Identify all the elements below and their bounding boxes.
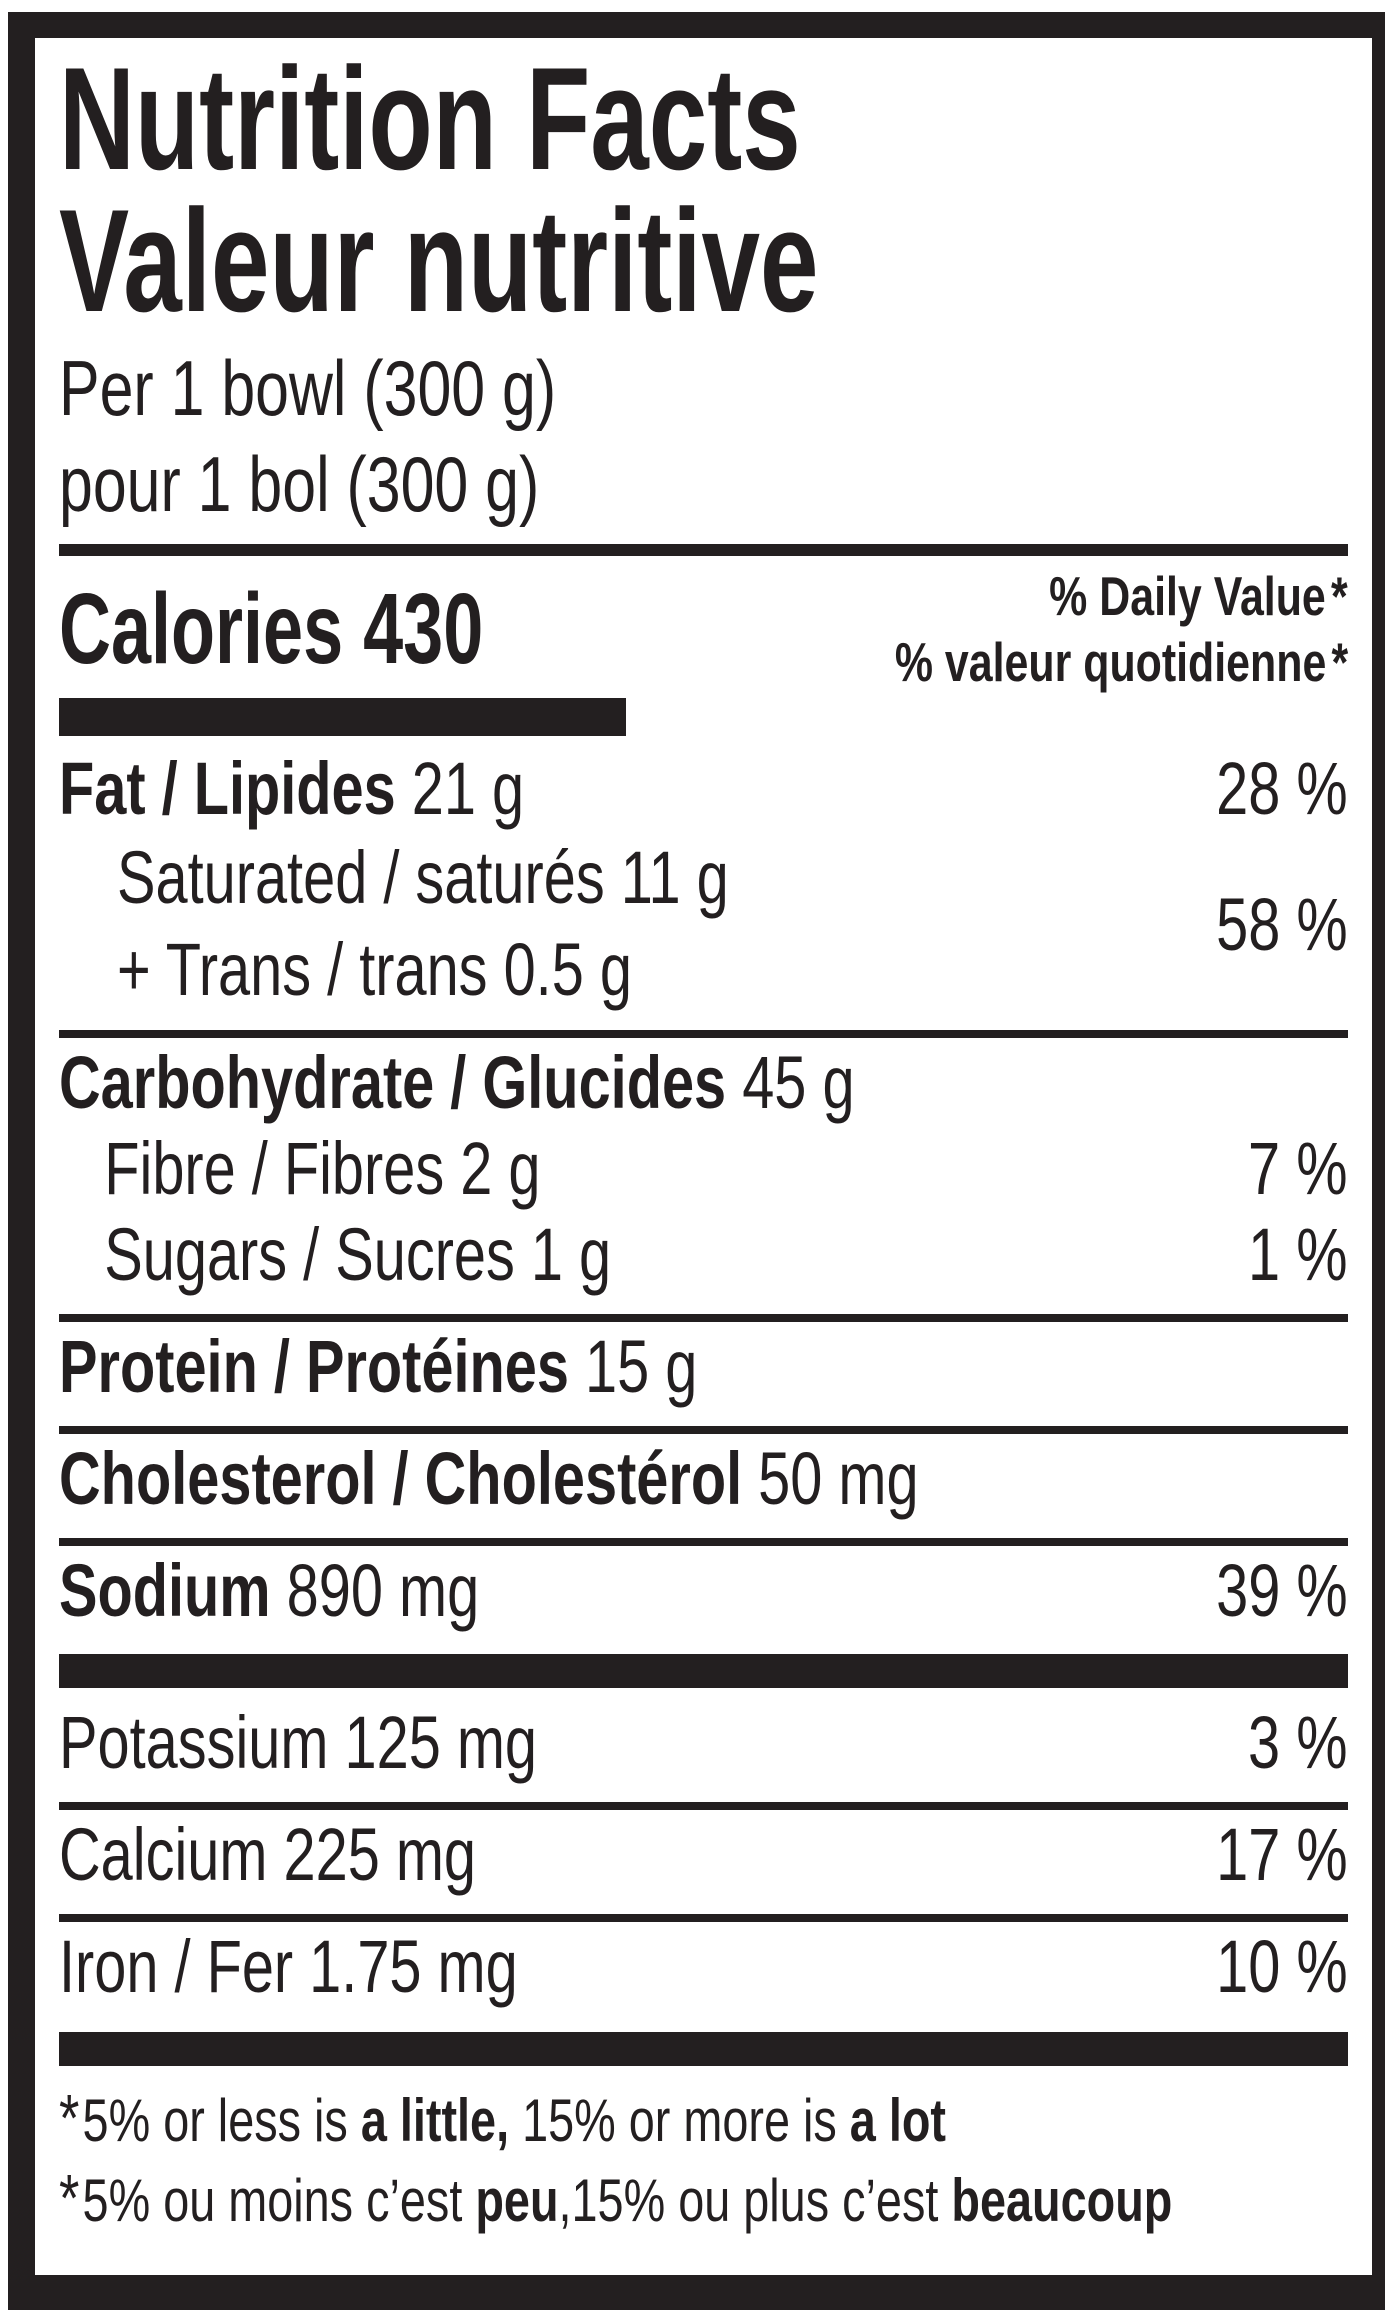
fat-label-bold: Fat / Lipides: [59, 747, 396, 830]
footnote-en-bold1: a little,: [360, 2087, 510, 2154]
nutrient-row-fat: [59, 746, 1348, 832]
fibre-daily-value: 7 %: [1248, 1127, 1348, 1210]
saturated-trans-daily-value: 58 %: [1216, 882, 1348, 966]
saturated-line: [117, 832, 901, 924]
thick-bar-after-sodium: [59, 1654, 1348, 1688]
nutrient-row-potassium: [59, 1700, 1348, 1786]
footnote-fr-asterisk: *: [59, 2161, 80, 2236]
daily-value-header: [767, 563, 1348, 695]
divider-after-calcium: [59, 1914, 1348, 1922]
daily-value-en-text: % Daily Value: [1049, 565, 1327, 627]
sugars-label: Sugars / Sucres 1 g: [104, 1213, 612, 1296]
footnote-en-text: [59, 2080, 946, 2160]
daily-value-en-line: [767, 563, 1348, 629]
cholesterol-amount: 50 mg: [742, 1437, 919, 1520]
protein-label: [59, 1324, 697, 1410]
footnote-en-asterisk: *: [59, 2081, 80, 2156]
serving-size-en: Per 1 bowl (300 g): [59, 344, 557, 432]
footnote-fr-seg2: ,15% ou plus c’est: [558, 2167, 952, 2234]
divider-after-cholesterol: [59, 1538, 1348, 1546]
divider-after-fat: [59, 1030, 1348, 1038]
footnote-fr-text: [59, 2160, 1172, 2240]
fibre-label: Fibre / Fibres 2 g: [104, 1127, 541, 1210]
nutrient-row-fibre: [59, 1126, 1348, 1212]
carbohydrate-label-bold: Carbohydrate / Glucides: [59, 1041, 727, 1124]
calories-row: [59, 562, 1348, 696]
calcium-label: Calcium 225 mg: [59, 1813, 477, 1896]
divider-after-potassium: [59, 1802, 1348, 1810]
daily-value-fr-text: % valeur quotidienne: [894, 631, 1327, 693]
footnote-en: [59, 2080, 1348, 2160]
footnote-fr-bold2: beaucoup: [951, 2167, 1173, 2234]
thick-bar-before-footnote: [59, 2032, 1348, 2066]
divider-after-protein: [59, 1426, 1348, 1434]
sodium-label-bold: Sodium: [59, 1549, 271, 1632]
protein-label-bold: Protein / Protéines: [59, 1325, 569, 1408]
nutrient-row-cholesterol: [59, 1436, 1348, 1522]
nutrient-row-iron: [59, 1924, 1348, 2010]
calories-underline-bar: [59, 698, 626, 736]
cholesterol-label-bold: Cholesterol / Cholestérol: [59, 1437, 743, 1520]
saturated-label: Saturated / saturés 11 g: [117, 836, 729, 919]
daily-value-fr-asterisk: *: [1331, 631, 1348, 693]
footnote-en-bold2: a lot: [849, 2087, 947, 2154]
calcium-daily-value: 17 %: [1216, 1813, 1348, 1896]
trans-line: [117, 924, 901, 1016]
carbohydrate-label: [59, 1040, 855, 1126]
nutrient-row-sugars: [59, 1212, 1348, 1298]
serving-size-fr-line: [59, 436, 1348, 532]
nutrient-row-carbohydrate: [59, 1040, 1348, 1126]
footnote-en-seg1: 5% or less is: [82, 2087, 361, 2154]
daily-value-en: [1050, 563, 1348, 629]
saturated-trans-labels: [59, 832, 901, 1016]
fat-daily-value: 28 %: [1216, 747, 1348, 830]
sodium-daily-value: 39 %: [1216, 1549, 1348, 1632]
title-fr: Valeur nutritive: [59, 179, 819, 342]
title-fr-line: [59, 179, 1348, 342]
potassium-daily-value: 3 %: [1248, 1701, 1348, 1784]
nutrient-row-sodium: [59, 1548, 1348, 1634]
calories-value: Calories 430: [59, 573, 484, 685]
fat-amount: 21 g: [395, 747, 525, 830]
serving-size-fr: pour 1 bol (300 g): [59, 440, 540, 528]
title-en-line: [59, 38, 1348, 200]
divider-above-calories: [59, 544, 1348, 556]
footnotes: [59, 2080, 1348, 2240]
divider-after-carbohydrate: [59, 1314, 1348, 1322]
sodium-amount: 890 mg: [270, 1549, 480, 1632]
daily-value-fr-line: [767, 629, 1348, 695]
trans-label: + Trans / trans 0.5 g: [117, 928, 632, 1011]
title-en: Nutrition Facts: [59, 38, 801, 200]
serving-size-en-line: [59, 340, 1348, 436]
footnote-en-seg2: 15% or more is: [509, 2087, 850, 2154]
iron-daily-value: 10 %: [1216, 1925, 1348, 2008]
fat-label: [59, 746, 524, 832]
carbohydrate-amount: 45 g: [726, 1041, 855, 1124]
nutrient-row-protein: [59, 1324, 1348, 1410]
nutrient-row-calcium: [59, 1812, 1348, 1898]
protein-amount: 15 g: [568, 1325, 698, 1408]
footnote-fr-seg1: 5% ou moins c’est: [82, 2167, 476, 2234]
footnote-fr: [59, 2160, 1348, 2240]
daily-value-fr: [895, 629, 1348, 695]
sodium-label: [59, 1548, 479, 1634]
footnote-fr-bold1: peu: [475, 2167, 559, 2234]
nutrient-row-saturated-trans: [59, 832, 1348, 1016]
sugars-daily-value: 1 %: [1248, 1213, 1348, 1296]
cholesterol-label: [59, 1436, 919, 1522]
iron-label: Iron / Fer 1.75 mg: [59, 1925, 518, 2008]
daily-value-en-asterisk: *: [1331, 565, 1348, 627]
potassium-label: Potassium 125 mg: [59, 1701, 538, 1784]
nutrition-facts-label: [35, 38, 1372, 2275]
